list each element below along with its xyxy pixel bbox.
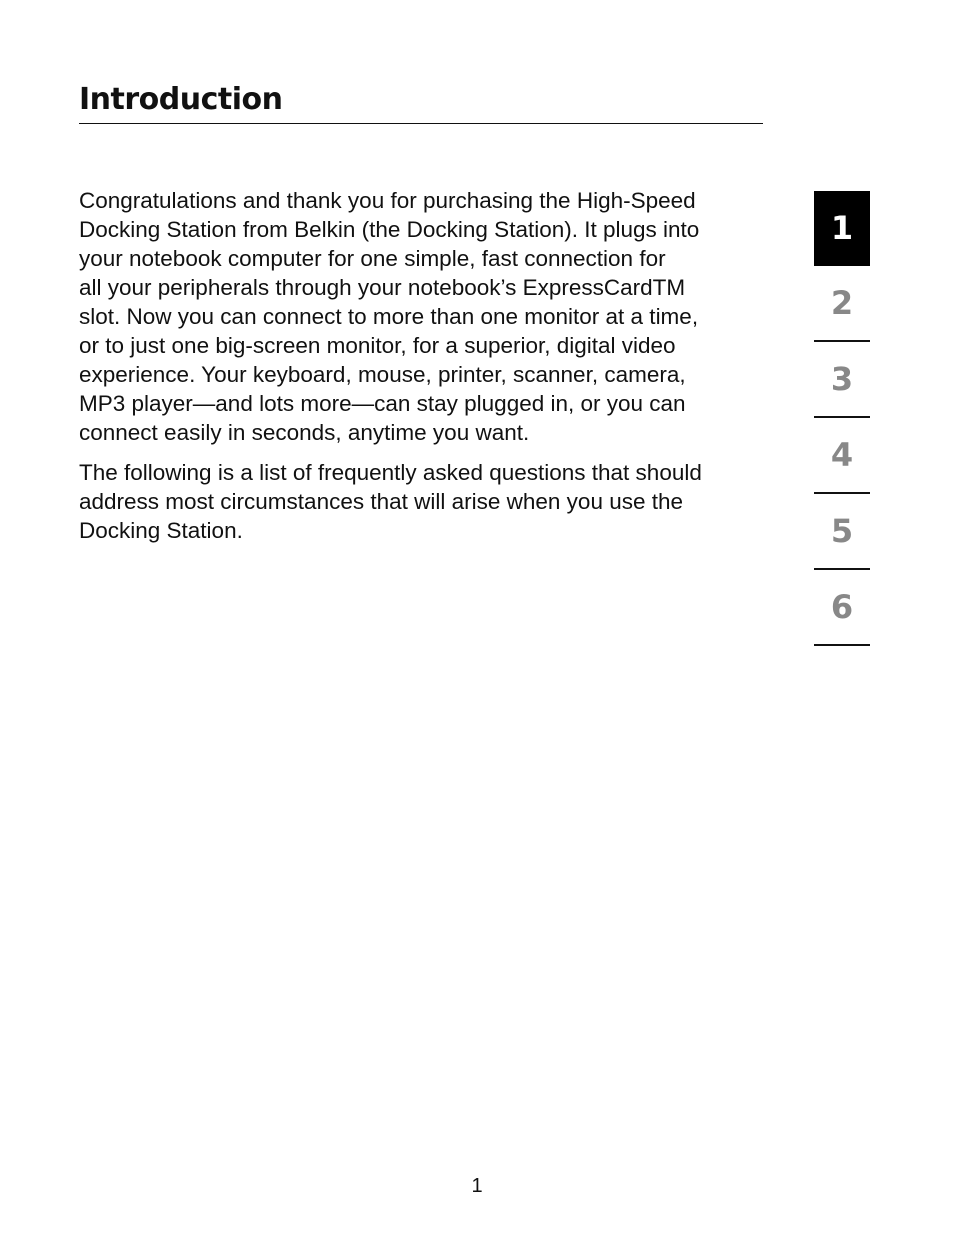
chapter-tab-2[interactable]: 2 <box>814 266 870 342</box>
paragraph-line: slot. Now you can connect to more than one monitor at a time, <box>79 304 699 329</box>
chapter-tab-3[interactable]: 3 <box>814 342 870 418</box>
page-title: Introduction <box>79 82 283 117</box>
paragraph-line: address most circumstances that will arise when you use the <box>79 489 684 514</box>
paragraph-line: your notebook computer for one simple, fast connection for <box>79 246 666 271</box>
paragraph-line: Docking Station from Belkin (the Docking Station). It plugs into <box>79 217 700 242</box>
chapter-tab-5[interactable]: 5 <box>814 494 870 570</box>
intro-paragraph <box>79 186 769 447</box>
chapter-tab-6[interactable]: 6 <box>814 570 870 646</box>
chapter-tabs <box>814 191 870 646</box>
faq-intro-paragraph <box>79 458 769 545</box>
paragraph-line: MP3 player—and lots more—can stay plugged in, or you can <box>79 391 686 416</box>
paragraph-line: The following is a list of frequently asked questions that should <box>79 460 702 485</box>
paragraph-line: Docking Station. <box>79 518 243 543</box>
paragraph-line: Congratulations and thank you for purchasing the High-Speed <box>79 188 696 213</box>
paragraph-line: or to just one big-screen monitor, for a superior, digital video <box>79 333 676 358</box>
chapter-tab-4[interactable]: 4 <box>814 418 870 494</box>
page-number: 1 <box>471 1175 483 1197</box>
paragraph-line: connect easily in seconds, anytime you want. <box>79 420 530 445</box>
title-divider <box>79 123 763 124</box>
page-header <box>79 80 763 124</box>
paragraph-line: all your peripherals through your notebook’s ExpressCardTM <box>79 275 686 300</box>
paragraph-line: experience. Your keyboard, mouse, printer, scanner, camera, <box>79 362 686 387</box>
body-text <box>79 186 769 545</box>
chapter-tab-1[interactable]: 1 <box>814 191 870 266</box>
